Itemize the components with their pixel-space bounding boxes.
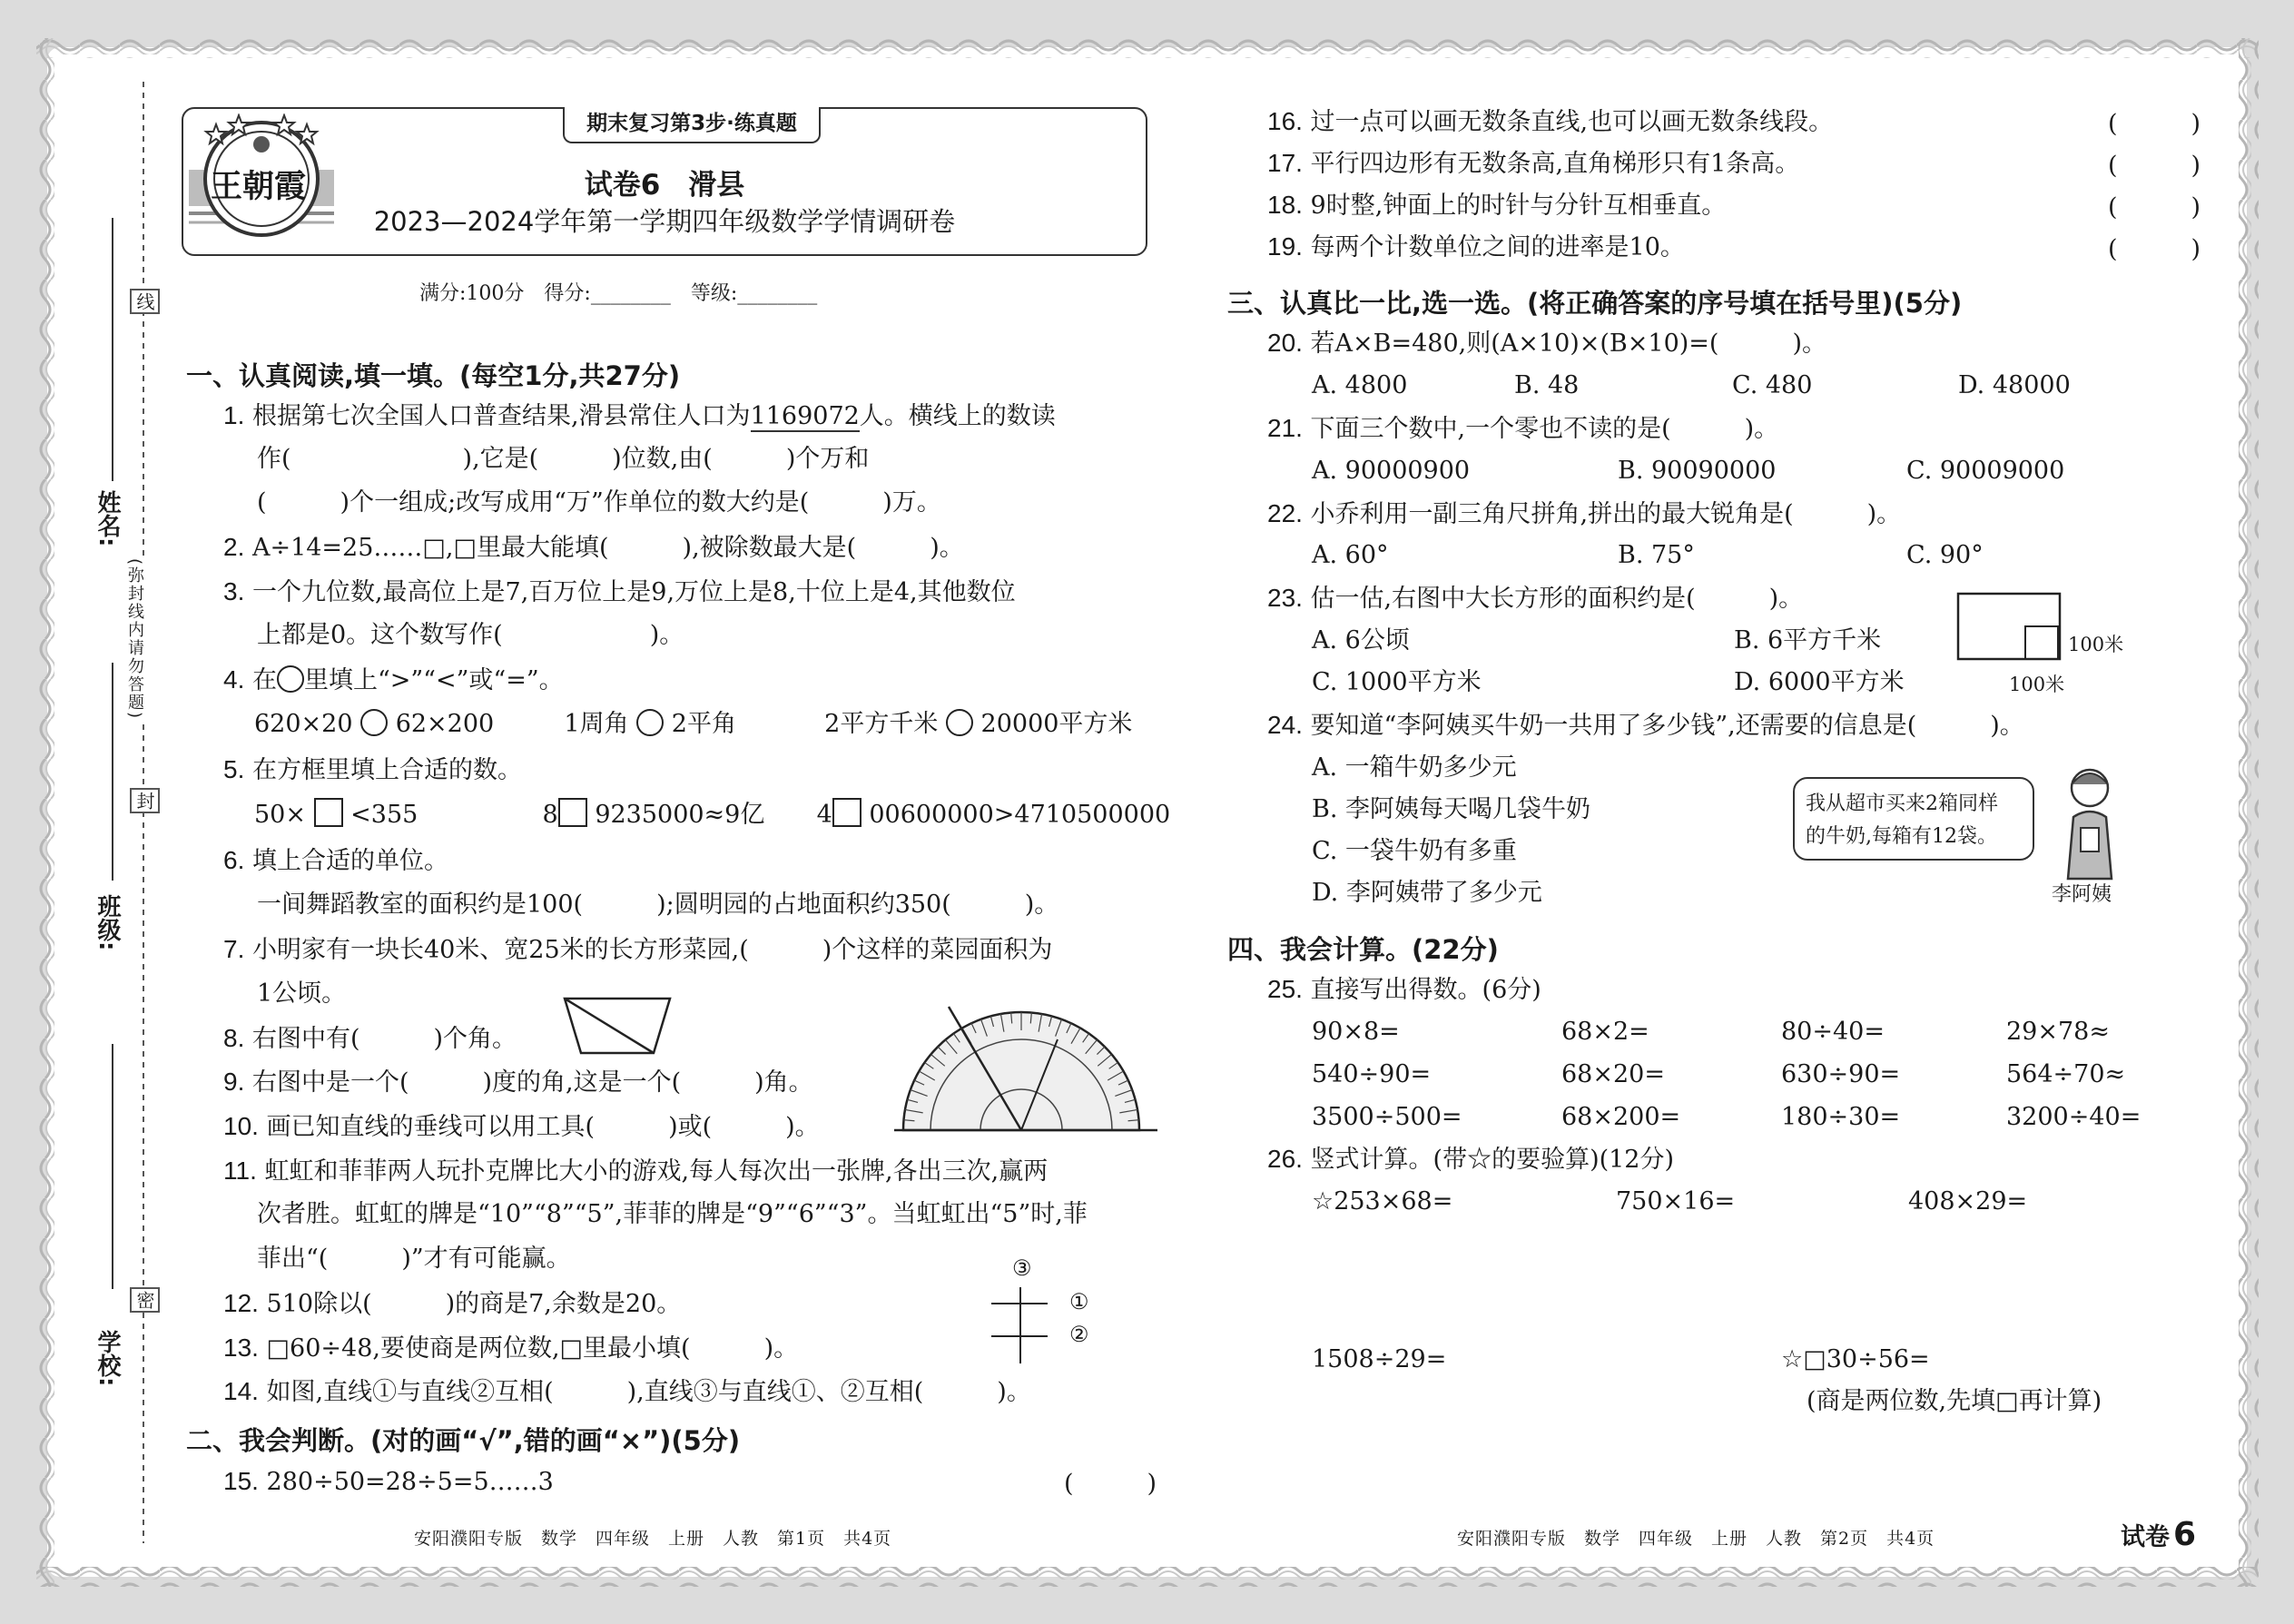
seal-mark-xian: 线: [130, 289, 160, 314]
calc-item: 29×78≈: [2006, 1018, 2110, 1046]
q24-option-b[interactable]: B. 李阿姨每天喝几袋牛奶: [1312, 795, 1591, 823]
q24-option-a[interactable]: A. 一箱牛奶多少元: [1312, 753, 1517, 782]
vertical-calc-2: 750×16=: [1616, 1187, 1736, 1216]
section-1-title: 一、认真阅读,填一填。(每空1分,共27分): [186, 360, 681, 391]
speech-bubble: [1793, 777, 2034, 861]
calc-item: 630÷90=: [1781, 1060, 1901, 1088]
question-15: 15. 280÷50=28÷5=5……3: [223, 1467, 554, 1496]
calc-item: 3500÷500=: [1312, 1103, 1462, 1131]
line-3-label: ③: [1012, 1255, 1032, 1281]
question-7-b: 1公顷。: [257, 979, 347, 1008]
vertical-calc-4: 1508÷29=: [1312, 1345, 1447, 1373]
question-11: 11. 虹虹和菲菲两人玩扑克牌比大小的游戏,每人每次出一张牌,各出三次,赢两: [223, 1156, 1049, 1186]
banner: 期末复习第3步·练真题: [563, 107, 821, 143]
vertical-calc-1: ☆253×68=: [1312, 1187, 1453, 1216]
q23-option-b[interactable]: B. 6平方千米: [1734, 626, 1882, 655]
question-1-b: 作( ),它是( )位数,由( )个万和: [257, 445, 870, 473]
q22-option-b[interactable]: B. 75°: [1618, 541, 1695, 569]
compare-circle[interactable]: [636, 709, 664, 736]
question-4-items: 620×20 62×200 1周角 2平角 2平方千米 20000平方米: [254, 710, 1133, 738]
seal-mark-mi: 密: [130, 1287, 160, 1313]
q23-option-a[interactable]: A. 6公顷: [1312, 626, 1410, 655]
question-16: 16. 过一点可以画无数条直线,也可以画无数条线段。: [1267, 107, 1834, 136]
calc-item: 180÷30=: [1781, 1103, 1901, 1131]
vertical-calc-5: ☆□30÷56=: [1781, 1345, 1930, 1373]
question-8: 8. 右图中有( )个角。: [223, 1024, 517, 1053]
section-3-title: 三、认真比一比,选一选。(将正确答案的序号填在括号里)(5分): [1227, 288, 1963, 319]
question-1: 1. 根据第七次全国人口普查结果,滑县常住人口为1169072人。横线上的数读: [223, 401, 1056, 430]
footer-left: 安阳濮阳专版 数学 四年级 上册 人教 第1页 共4页: [414, 1529, 892, 1549]
question-1-c: ( )个一组成;改写成用“万”作单位的数大约是( )万。: [257, 488, 941, 517]
question-24: 24. 要知道“李阿姨买牛奶一共用了多少钱”,还需要的信息是( )。: [1267, 711, 2024, 740]
exam-badge: 试卷 6: [2121, 1516, 2197, 1553]
footer-right: 安阳濮阳专版 数学 四年级 上册 人教 第2页 共4页: [1457, 1529, 1935, 1549]
question-11-b: 次者胜。虹虹的牌是“10”“8”“5”,菲菲的牌是“9”“6”“3”。当虹虹出“5”时,菲: [257, 1200, 1088, 1228]
question-19: 19. 每两个计数单位之间的进率是10。: [1267, 232, 1685, 261]
bubble-line-2: 的牛奶,每箱有12袋。: [1806, 825, 1997, 848]
rect-width-label: 100米: [2068, 634, 2124, 655]
name-label: 姓名:: [94, 490, 121, 547]
vertical-calc-note: (商是两位数,先填□再计算): [1807, 1387, 2102, 1415]
q24-option-d[interactable]: D. 李阿姨带了多少元: [1312, 879, 1542, 907]
class-label: 班级:: [94, 894, 121, 951]
question-9: 9. 右图中是一个( )度的角,这是一个( )角。: [223, 1068, 813, 1097]
answer-box[interactable]: [558, 798, 587, 827]
question-7: 7. 小明家有一块长40米、宽25米的长方形菜园,( )个这样的菜园面积为: [223, 935, 1053, 964]
calc-item: 564÷70≈: [2006, 1060, 2126, 1088]
page-title: 试卷6 滑县: [584, 169, 745, 202]
question-6: 6. 填上合适的单位。: [223, 846, 448, 875]
question-4: 4. 在 里填上“>”“<”或“=”。: [223, 665, 564, 694]
section-2-title: 二、我会判断。(对的画“√”,错的画“×”)(5分): [186, 1425, 741, 1456]
compare-circle[interactable]: [360, 709, 388, 736]
question-14: 14. 如图,直线①与直线②互相( ),直线③与直线①、②互相( )。: [223, 1377, 1031, 1406]
q20-option-b[interactable]: B. 48: [1514, 371, 1580, 399]
rect-height-label: 100米: [2009, 674, 2065, 695]
seal-mark-feng: 封: [130, 788, 160, 813]
section-4-title: 四、我会计算。(22分): [1227, 934, 1499, 965]
question-6-b: 一间舞蹈教室的面积约是100( );圆明园的占地面积约350( )。: [257, 891, 1059, 919]
question-5: 5. 在方框里填上合适的数。: [223, 755, 522, 784]
protractor-figure: [894, 1003, 1157, 1139]
question-18: 18. 9时整,钟面上的时针与分针互相垂直。: [1267, 191, 1727, 220]
seal-note: (弥封线内请勿答题): [123, 558, 146, 720]
answer-box[interactable]: [832, 798, 861, 827]
question-20: 20. 若A×B=480,则(A×10)×(B×10)=( )。: [1267, 329, 1826, 358]
rectangle-figure: [1956, 592, 2065, 663]
judge-answer-16[interactable]: ( ): [2108, 110, 2201, 138]
q24-option-c[interactable]: C. 一袋牛奶有多重: [1312, 837, 1517, 865]
question-3-b: 上都是0。这个数写作( )。: [257, 621, 684, 649]
question-17: 17. 平行四边形有无数条高,直角梯形只有1条高。: [1267, 149, 1800, 178]
calc-item: 90×8=: [1312, 1018, 1400, 1046]
question-5-items: 50× <355 8 9235000≈9亿 4 00600000>4710500000: [254, 797, 1170, 833]
calc-item: 80÷40=: [1781, 1018, 1885, 1046]
bubble-line-1: 我从超市买来2箱同样: [1806, 792, 1998, 815]
q20-option-a[interactable]: A. 4800: [1312, 371, 1408, 399]
judge-answer-15[interactable]: ( ): [1064, 1470, 1157, 1498]
page-subtitle: 2023—2024学年第一学期四年级数学学情调研卷: [373, 206, 956, 237]
calc-item: 68×200=: [1561, 1103, 1681, 1131]
question-3: 3. 一个九位数,最高位上是7,百万位上是9,万位上是8,十位上是4,其他数位: [223, 577, 1016, 606]
q23-option-c[interactable]: C. 1000平方米: [1312, 668, 1482, 696]
person-icon: [2053, 763, 2126, 881]
calc-item: 68×20=: [1561, 1060, 1665, 1088]
vertical-calc-3: 408×29=: [1908, 1187, 2028, 1216]
line-2-label: ②: [1069, 1322, 1089, 1347]
logo-text: 王朝霞: [211, 168, 307, 205]
line-1-label: ①: [1069, 1289, 1089, 1314]
q21-option-b[interactable]: B. 90090000: [1618, 457, 1777, 485]
q20-option-d[interactable]: D. 48000: [1958, 371, 2071, 399]
lines-figure: [991, 1280, 1064, 1371]
question-11-c: 菲出“( )”才有可能赢。: [257, 1245, 571, 1273]
question-23: 23. 估一估,右图中大长方形的面积约是( )。: [1267, 584, 1804, 613]
calc-item: 3200÷40=: [2006, 1103, 2141, 1131]
q20-option-c[interactable]: C. 480: [1732, 371, 1813, 399]
compare-circle[interactable]: [946, 709, 973, 736]
question-26: 26. 竖式计算。(带☆的要验算)(12分): [1267, 1145, 1675, 1174]
calc-item: 68×2=: [1561, 1018, 1649, 1046]
q22-option-c[interactable]: C. 90°: [1906, 541, 1984, 569]
question-21: 21. 下面三个数中,一个零也不读的是( )。: [1267, 414, 1779, 443]
q22-option-a[interactable]: A. 60°: [1312, 541, 1389, 569]
question-25: 25. 直接写出得数。(6分): [1267, 975, 1541, 1004]
school-label: 学校:: [94, 1330, 121, 1387]
judge-answer-18[interactable]: ( ): [2108, 193, 2201, 221]
calc-item: 540÷90=: [1312, 1060, 1432, 1088]
question-2: 2. A÷14=25……□,□里最大能填( ),被除数最大是( )。: [223, 533, 964, 562]
person-label: 李阿姨: [2052, 883, 2112, 906]
q21-option-c[interactable]: C. 90009000: [1906, 457, 2065, 485]
q21-option-a[interactable]: A. 90000900: [1312, 457, 1471, 485]
question-12: 12. 510除以( )的商是7,余数是20。: [223, 1289, 682, 1318]
trapezoid-figure: [563, 997, 672, 1055]
question-22: 22. 小乔利用一副三角尺拼角,拼出的最大锐角是( )。: [1267, 499, 1902, 528]
answer-box[interactable]: [314, 798, 343, 827]
question-13: 13. □60÷48,要使商是两位数,□里最小填( )。: [223, 1334, 799, 1363]
score-line: 满分:100分 得分:________ 等级:________: [419, 282, 818, 305]
question-10: 10. 画已知直线的垂线可以用工具( )或( )。: [223, 1112, 820, 1141]
q23-option-d[interactable]: D. 6000平方米: [1734, 668, 1905, 696]
judge-answer-19[interactable]: ( ): [2108, 235, 2201, 263]
judge-answer-17[interactable]: ( ): [2108, 152, 2201, 180]
